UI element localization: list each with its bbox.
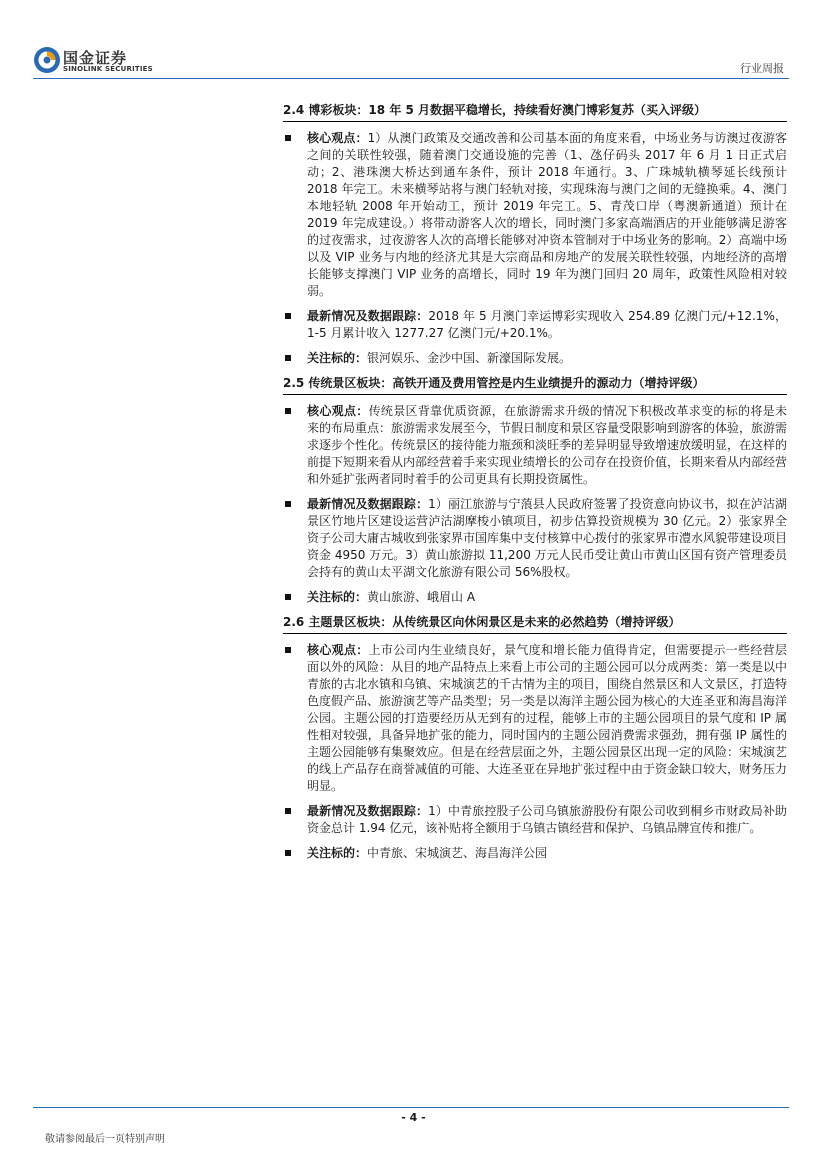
header-divider — [33, 78, 789, 79]
bullet-label: 关注标的： — [307, 846, 368, 860]
section-heading-theme-parks: 2.6 主题景区板块：从传统景区向休闲景区是未来的必然趋势（增持评级） — [283, 614, 787, 634]
bullet-square-icon — [285, 594, 291, 600]
section-heading-gaming: 2.4 博彩板块：18 年 5 月数据平稳增长，持续看好澳门博彩复苏（买入评级） — [283, 102, 787, 122]
bullet-label: 最新情况及数据跟踪： — [307, 309, 429, 323]
bullet-square-icon — [285, 135, 291, 141]
logo-english-name: SINOLINK SECURITIES — [63, 65, 153, 73]
logo-chinese-name: 国金证券 — [63, 49, 128, 67]
report-body — [283, 102, 787, 870]
bullet-core-view — [283, 642, 787, 795]
sinolink-logo-icon — [33, 46, 61, 74]
bullet-text: 银河娱乐、金沙中国、新濠国际发展。 — [367, 351, 572, 365]
bullet-square-icon — [285, 313, 291, 319]
bullet-latest-data — [283, 308, 787, 342]
bullet-text: 黄山旅游、峨眉山 A — [367, 590, 476, 604]
bullet-focus-stocks — [283, 589, 787, 606]
section-heading-traditional-scenic: 2.5 传统景区板块：高铁开通及费用管控是内生业绩提升的源动力（增持评级） — [283, 375, 787, 395]
bullet-text: 传统景区背靠优质资源，在旅游需求升级的情况下积极改革求变的标的将是未来的布局重点：旅游需求发展至今，节假日制度和景区容量受限影响到游客的体验，旅游需求逐步个性化。传统景区的接待能力瓶颈和淡旺季的差异明显导致增速放缓明显，在这样的前提下短期来看从内部经营着手来实现业绩增长的公司存在投资价值，长期来看从内部经营和外延扩张两者同时着手的公司更具有长期投资属性。 — [307, 404, 788, 486]
bullet-square-icon — [285, 501, 291, 507]
bullet-text: 1）从澳门政策及交通改善和公司基本面的角度来看，中场业务与访澳过夜游客之间的关联性较强，随着澳门交通设施的完善（1、氹仔码头 2017 年 6 月 1 日正式启动；2、港珠澳大桥达到通车条件，预计 2018 年通行。3、广珠城轨横琴延长线预计 2018 年完工。未来横琴站将与澳门轻轨对接，实现珠海与澳门之间的无缝换乘。4、澳门本地轻轨 2008 年开始动工，预计 2019 年完工。5、青茂口岸（粤澳新通道）预计在 2019 年完成建设。）将带动游客人次的增长，同时澳门多家高端酒店的开业能够满足游客的过夜需求，过夜游客人次的高增长能够对冲资本管制对于中场业务的影响。2）高端中场以及 VIP 业务与内地的经济尤其是大宗商品和房地产的发展关联性较强，内地经济的高增长能够支撑澳门 VIP 业务的高增长，同时 19 年为澳门回归 20 周年，政策性风险相对较弱。 — [307, 131, 787, 298]
bullet-label: 最新情况及数据跟踪： — [307, 497, 429, 511]
bullet-label: 核心观点： — [307, 643, 369, 657]
bullet-square-icon — [285, 850, 291, 856]
document-type-label: 行业周报 — [740, 62, 784, 75]
bullet-square-icon — [285, 408, 291, 414]
bullet-label: 核心观点： — [307, 404, 369, 418]
bullet-core-view — [283, 403, 787, 488]
page-number: - 4 - — [401, 1111, 426, 1124]
bullet-label: 最新情况及数据跟踪： — [307, 804, 429, 818]
bullet-focus-stocks — [283, 350, 787, 367]
bullet-text: 中青旅、宋城演艺、海昌海洋公园 — [367, 846, 548, 860]
bullet-latest-data — [283, 803, 787, 837]
bullet-square-icon — [285, 808, 291, 814]
bullet-core-view — [283, 130, 787, 300]
disclaimer-note: 敬请参阅最后一页特别声明 — [45, 1134, 165, 1145]
company-logo — [33, 46, 153, 80]
bullet-focus-stocks — [283, 845, 787, 862]
bullet-latest-data — [283, 496, 787, 581]
bullet-square-icon — [285, 647, 291, 653]
bullet-label: 核心观点： — [307, 131, 368, 145]
bullet-text: 1）中青旅控股子公司乌镇旅游股份有限公司收到桐乡市财政局补助资金总计 1.94 亿元，该补贴将全额用于乌镇古镇经营和保护、乌镇品牌宣传和推广。 — [307, 804, 787, 835]
bullet-label: 关注标的： — [307, 590, 368, 604]
bullet-text: 2018 年 5 月澳门幸运博彩实现收入 254.89 亿澳门元/+12.1%，1-5 月累计收入 1277.27 亿澳门元/+20.1%。 — [307, 309, 787, 340]
bullet-square-icon — [285, 355, 291, 361]
bullet-text: 1）丽江旅游与宁蒗县人民政府签署了投资意向协议书，拟在泸沽湖景区竹地片区建设运营泸沽湖摩梭小镇项目，初步估算投资规模为 30 亿元。2）张家界全资子公司大庸古城收到张家界市国库集中支付核算中心拨付的张家界市澧水风貌带建设项目资金 4950 万元。3）黄山旅游拟 11,200 万元人民币受让黄山市黄山区国有资产管理委员会持有的黄山太平湖文化旅游有限公司 56%股权。 — [307, 497, 788, 579]
footer-divider — [33, 1107, 789, 1108]
bullet-label: 关注标的： — [307, 351, 368, 365]
bullet-text: 上市公司内生业绩良好，景气度和增长能力值得肯定，但需要提示一些经营层面以外的风险：从目的地产品特点上来看上市公司的主题公园可以分成两类：第一类是以中青旅的古北水镇和乌镇、宋城演艺的千古情为主的项目，围绕自然景区和人文景区，打造特色度假产品、旅游演艺等产品类型；另一类是以海洋主题公园为核心的大连圣亚和海昌海洋公园。主题公园的打造要经历从无到有的过程，能够上市的主题公园项目的景气度和 IP 属性相对较强，具备异地扩张的能力，同时国内的主题公园消费需求强劲，拥有强 IP 属性的主题公园能够有集聚效应。但是在经营层面之外，主题公园景区出现一定的风险：宋城演艺的线上产品存在商誉减值的可能、大连圣亚在异地扩张过程中由于资金缺口较大，财务压力明显。 — [307, 643, 788, 793]
